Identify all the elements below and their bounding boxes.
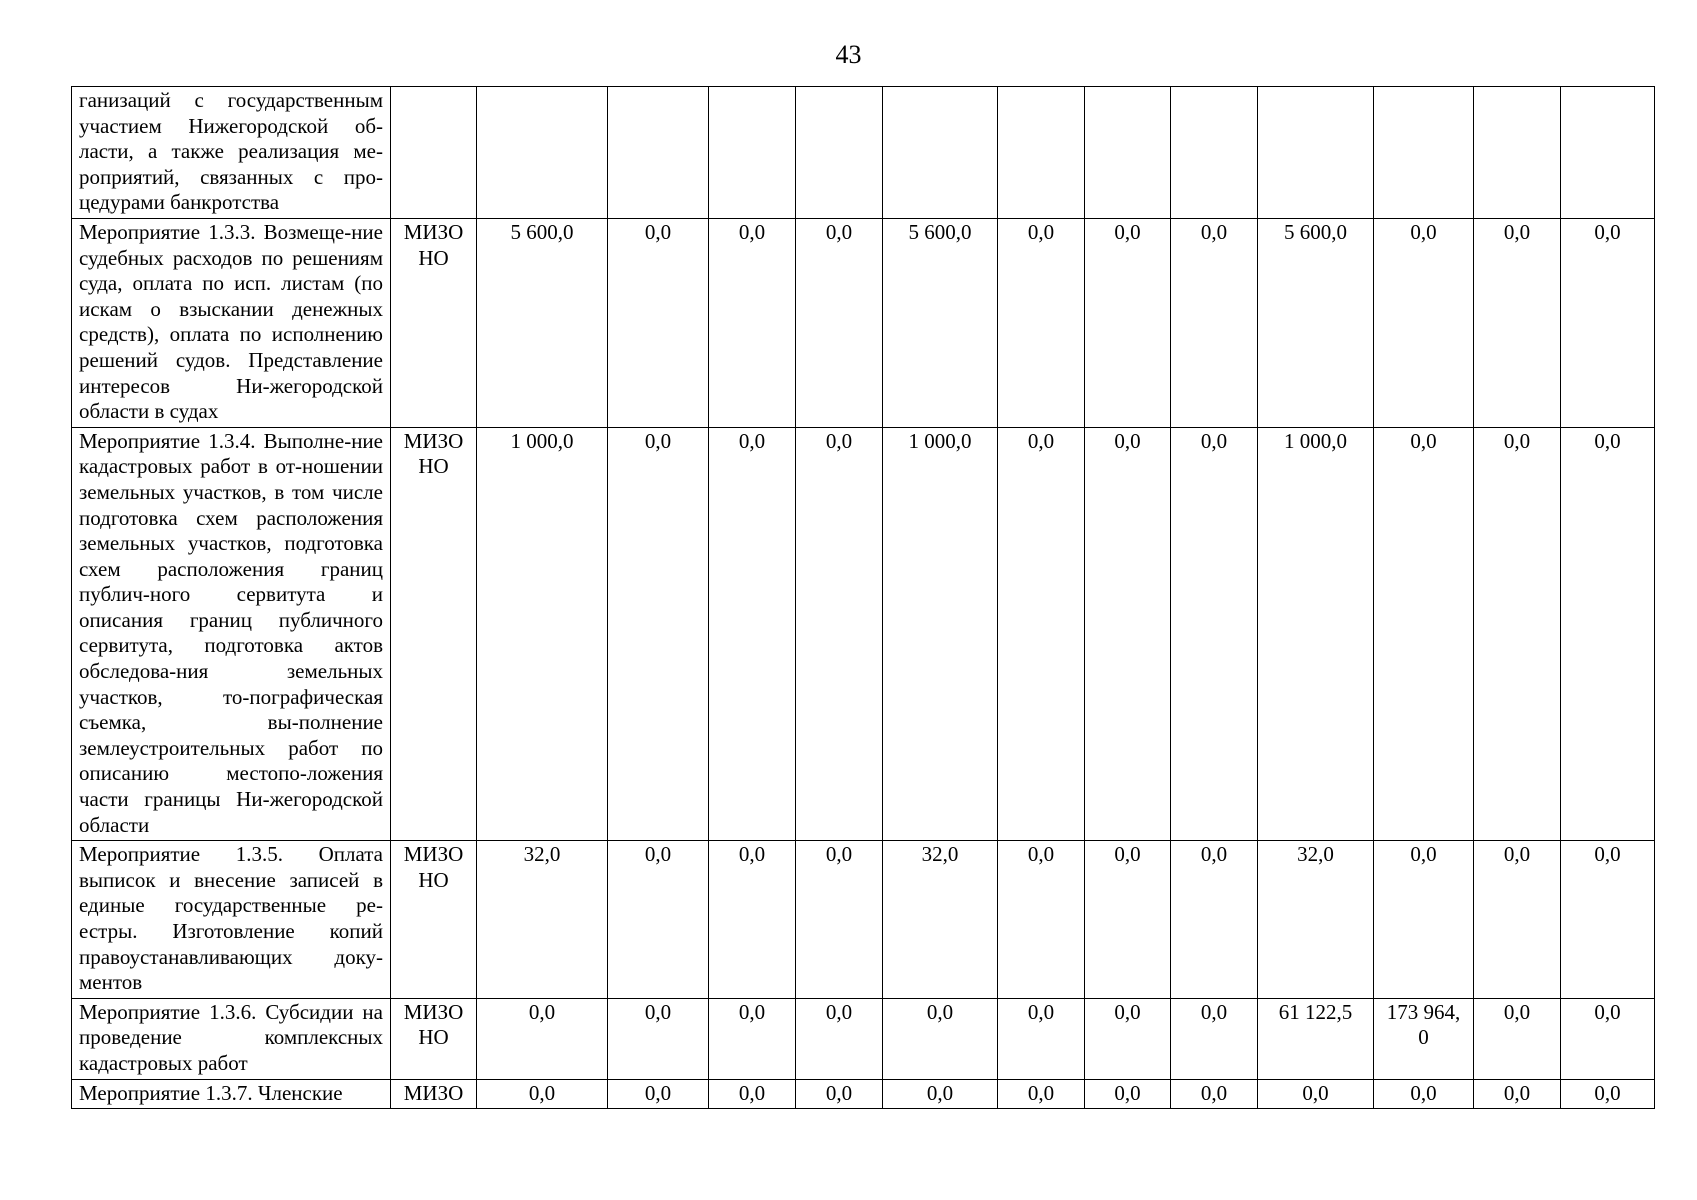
amount-cell [1561, 87, 1655, 219]
amount-cell: 0,0 [796, 218, 883, 427]
amount-cell [709, 87, 796, 219]
executor-cell: МИЗО НО [391, 841, 477, 999]
amount-cell: 0,0 [1561, 427, 1655, 841]
amount-cell: 0,0 [477, 1079, 608, 1109]
amount-cell: 0,0 [709, 427, 796, 841]
amount-cell: 0,0 [1374, 1079, 1474, 1109]
table-row [72, 87, 1655, 219]
amount-cell: 0,0 [998, 427, 1085, 841]
amount-cell [1374, 87, 1474, 219]
amount-cell: 0,0 [1474, 998, 1561, 1079]
activity-description-cell: Мероприятие 1.3.6. Субсидии на проведение комплексных кадастровых работ [72, 998, 391, 1079]
amount-cell [883, 87, 998, 219]
table-row [72, 841, 1655, 999]
amount-cell: 1 000,0 [1258, 427, 1374, 841]
amount-cell: 0,0 [709, 1079, 796, 1109]
amount-cell: 0,0 [883, 998, 998, 1079]
amount-cell: 0,0 [477, 998, 608, 1079]
amount-cell: 0,0 [1374, 841, 1474, 999]
amount-cell: 0,0 [608, 841, 709, 999]
amount-cell [1258, 87, 1374, 219]
amount-cell [477, 87, 608, 219]
activity-description-cell: Мероприятие 1.3.5. Оплата выписок и внесение записей в единые государственные ре-естры. Изготовление копий правоустанавливающих доку-ментов [72, 841, 391, 999]
amount-cell: 0,0 [709, 998, 796, 1079]
amount-cell [796, 87, 883, 219]
amount-cell: 0,0 [1171, 218, 1258, 427]
amount-cell: 0,0 [1171, 841, 1258, 999]
amount-cell: 0,0 [1474, 218, 1561, 427]
activity-description-cell: Мероприятие 1.3.3. Возмеще-ние судебных расходов по решениям суда, оплата по исп. листам (по искам о взыскании денежных средств), оплата по исполнению решений судов. Представление интересов Ни-жегородской области в судах [72, 218, 391, 427]
amount-cell: 5 600,0 [1258, 218, 1374, 427]
amount-cell: 0,0 [998, 841, 1085, 999]
amount-cell: 5 600,0 [477, 218, 608, 427]
amount-cell: 0,0 [1474, 1079, 1561, 1109]
amount-cell: 0,0 [1561, 218, 1655, 427]
amount-cell: 5 600,0 [883, 218, 998, 427]
executor-cell: МИЗО [391, 1079, 477, 1109]
amount-cell [1474, 87, 1561, 219]
executor-cell: МИЗО НО [391, 998, 477, 1079]
amount-cell: 0,0 [1085, 998, 1171, 1079]
amount-cell: 0,0 [608, 1079, 709, 1109]
amount-cell: 0,0 [796, 998, 883, 1079]
amount-cell: 61 122,5 [1258, 998, 1374, 1079]
executor-cell [391, 87, 477, 219]
amount-cell: 0,0 [1085, 427, 1171, 841]
amount-cell [998, 87, 1085, 219]
amount-cell: 0,0 [1171, 427, 1258, 841]
activity-description-cell: Мероприятие 1.3.7. Членские [72, 1079, 391, 1109]
amount-cell: 32,0 [883, 841, 998, 999]
table-body [72, 87, 1655, 1109]
amount-cell: 0,0 [1258, 1079, 1374, 1109]
amount-cell: 32,0 [477, 841, 608, 999]
amount-cell: 0,0 [709, 218, 796, 427]
budget-table [71, 86, 1655, 1109]
executor-cell: МИЗО НО [391, 427, 477, 841]
amount-cell: 0,0 [998, 998, 1085, 1079]
amount-cell: 0,0 [1374, 218, 1474, 427]
table-row [72, 427, 1655, 841]
amount-cell: 0,0 [1171, 998, 1258, 1079]
amount-cell: 0,0 [1474, 427, 1561, 841]
amount-cell: 0,0 [796, 1079, 883, 1109]
amount-cell [1085, 87, 1171, 219]
amount-cell: 0,0 [1171, 1079, 1258, 1109]
table-row [72, 218, 1655, 427]
amount-cell: 0,0 [796, 427, 883, 841]
amount-cell: 0,0 [1561, 841, 1655, 999]
amount-cell: 0,0 [1085, 218, 1171, 427]
amount-cell: 0,0 [1561, 1079, 1655, 1109]
amount-cell: 0,0 [1474, 841, 1561, 999]
activity-description-cell: Мероприятие 1.3.4. Выполне-ние кадастровых работ в от-ношении земельных участков, в том числе подготовка схем расположения земельных участков, подготовка схем расположения границ публич-ного сервитута и описания границ публичного сервитута, подготовка актов обследова-ния земельных участков, то-пографическая съемка, вы-полнение землеустроительных работ по описанию местопо-ложения части границы Ни-жегородской области [72, 427, 391, 841]
amount-cell: 0,0 [1561, 998, 1655, 1079]
amount-cell [1171, 87, 1258, 219]
amount-cell: 0,0 [796, 841, 883, 999]
amount-cell [608, 87, 709, 219]
amount-cell: 1 000,0 [883, 427, 998, 841]
amount-cell: 0,0 [1374, 427, 1474, 841]
amount-cell: 0,0 [709, 841, 796, 999]
page-number: 43 [835, 40, 862, 69]
amount-cell: 0,0 [608, 218, 709, 427]
amount-cell: 0,0 [998, 218, 1085, 427]
table-row [72, 1079, 1655, 1109]
amount-cell: 0,0 [883, 1079, 998, 1109]
activity-description-cell: ганизаций с государственным участием Нижегородской об-ласти, а также реализация ме-роприятий, связанных с про-цедурами банкротства [72, 87, 391, 219]
amount-cell: 32,0 [1258, 841, 1374, 999]
amount-cell: 173 964, 0 [1374, 998, 1474, 1079]
amount-cell: 0,0 [998, 1079, 1085, 1109]
amount-cell: 0,0 [608, 427, 709, 841]
table-row [72, 998, 1655, 1079]
amount-cell: 1 000,0 [477, 427, 608, 841]
amount-cell: 0,0 [1085, 841, 1171, 999]
executor-cell: МИЗО НО [391, 218, 477, 427]
amount-cell: 0,0 [1085, 1079, 1171, 1109]
amount-cell: 0,0 [608, 998, 709, 1079]
